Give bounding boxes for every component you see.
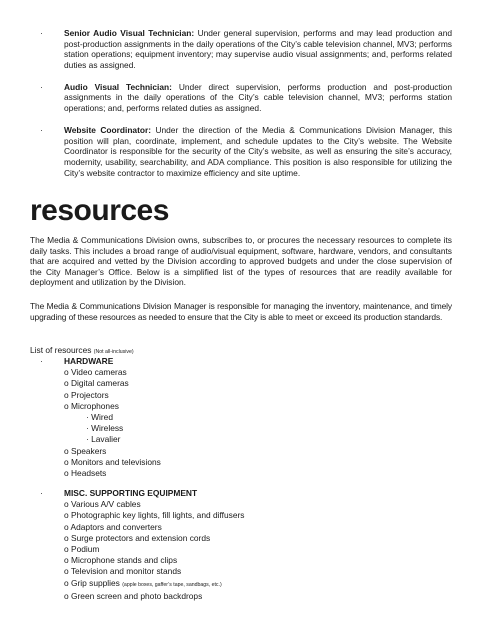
list-item: o Digital cameras: [64, 378, 129, 389]
bullet: ·: [40, 488, 43, 498]
role-description: Under direct supervision, performs production and post-production assignments in the daily operations of the City’s cable television channel, MV3; performs station operations; and, performs related duties as assigned.: [64, 81, 452, 114]
role-item: [40, 82, 452, 114]
list-item: o Projectors: [64, 389, 109, 400]
role-title: Audio Visual Technician:: [64, 81, 172, 92]
bullet: ·: [40, 125, 43, 136]
role-title: Website Coordinator:: [64, 125, 152, 136]
role-description: Under general supervision, performs and may lead production and post-production assignments in the daily operations of the City’s cable television channel, MV3; performs station operations; equipment inventory; may supervise audio visual assignments; and, performs related duties as assigned.: [64, 28, 453, 70]
sub-list-item: · Wired: [86, 412, 113, 423]
bullet: ·: [40, 81, 43, 92]
list-item: o Monitors and televisions: [64, 456, 161, 467]
list-heading-note: (Not all-inclusive): [93, 349, 134, 355]
list-item: o Television and monitor stands: [64, 566, 182, 577]
misc-equipment-section: [40, 488, 452, 602]
responsibility-paragraph: The Media & Communications Division Manager is responsible for managing the inventory, maintenance, and timely upgrading of these resources as needed to ensure that the City is able to meet or exceed its production standards.: [30, 301, 452, 322]
list-item: o Grip supplies (apple boxes, gaffer’s tape, sandbags, etc.): [64, 577, 222, 588]
list-item: o Various A/V cables: [64, 499, 141, 510]
role-item: [40, 125, 452, 178]
list-heading-label: List of resources: [30, 345, 92, 355]
list-item: o Adaptors and converters: [64, 521, 162, 532]
list-item: o Green screen and photo backdrops: [64, 590, 203, 601]
role-title: Senior Audio Visual Technician:: [64, 28, 195, 38]
list-item: o Video cameras: [64, 367, 127, 378]
list-item: o Microphone stands and clips: [64, 555, 178, 566]
list-item: o Surge protectors and extension cords: [64, 532, 211, 543]
intro-paragraph: The Media & Communications Division owns, subscribes to, or procures the necessary resources to complete its daily tasks. This includes a broad range of audio/visual equipment, software, hardware, vendors, and consultants that are acquired and vetted by the Division according to approved budgets and under the close supervision of the City Manager’s Office. Below is a simplified list of the types of resources that are readily available for deployment and utilization by the Division.: [30, 235, 452, 288]
section-title: · MISC. SUPPORTING EQUIPMENT: [40, 488, 198, 498]
grip-note: (apple boxes, gaffer’s tape, sandbags, etc.): [122, 581, 222, 588]
bullet: ·: [40, 28, 43, 38]
bullet: ·: [40, 356, 43, 366]
role-item: [40, 28, 452, 70]
list-item: o Photographic key lights, fill lights, and diffusers: [64, 510, 245, 521]
sub-list-item: · Lavalier: [86, 434, 121, 445]
section-title: · HARDWARE: [40, 356, 114, 366]
role-description: Under the direction of the Media & Communications Division Manager, this position will plan, coordinate, implement, and schedule updates to the City’s website. The Website Coordinator is responsible for the security of the City’s website, as well as ensuring the site’s accuracy, modernity, usability, searchability, and ADA compliance. This position is also responsible for utilizing the City’s website contractor to maximize efficiency and site uptime.: [64, 125, 453, 178]
sub-list-item: · Wireless: [86, 423, 124, 434]
list-item: o Podium: [64, 544, 100, 555]
hardware-section: [40, 356, 452, 479]
section-heading: resources: [30, 194, 169, 227]
role-list: [40, 28, 452, 190]
list-item: o Headsets: [64, 468, 107, 479]
list-item: o Speakers: [64, 445, 107, 456]
list-item: o Microphones: [64, 400, 119, 411]
